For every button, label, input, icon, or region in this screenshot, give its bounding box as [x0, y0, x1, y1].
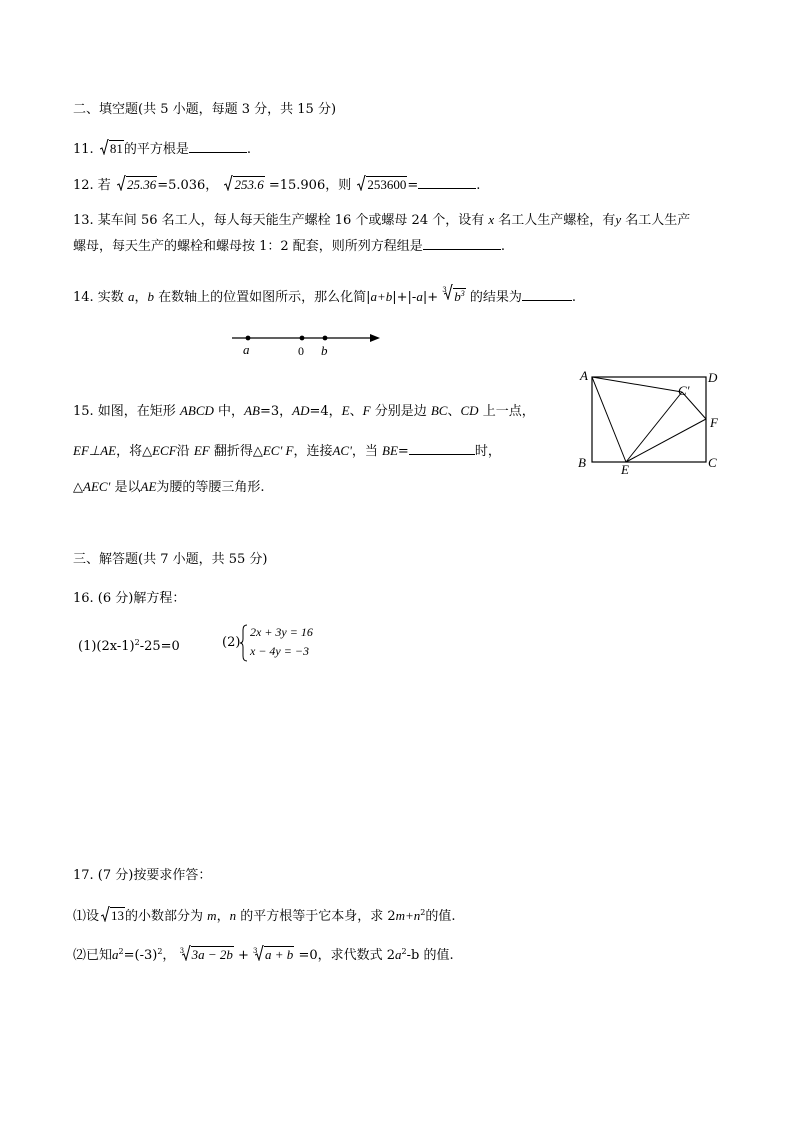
q15-answer-blank[interactable]	[409, 441, 475, 455]
radical-sign-icon	[117, 175, 126, 191]
arrow-right-icon	[370, 334, 380, 342]
q12-sqrt-2: 253.6	[224, 176, 264, 195]
question-12: 12. 若 25.36=5.036， 253.6 =15.906，则 253600= .	[73, 177, 481, 193]
label-D: D	[708, 370, 718, 385]
rectangle-figure	[572, 366, 732, 478]
label-C1: C′	[678, 383, 690, 398]
q12-sqrt-1: 25.36	[117, 176, 157, 195]
question-15-line-2: EF⊥AE，将△ECF沿 EF 翻折得△EC' F，连接AC'，当 BE= 时，	[73, 443, 501, 459]
question-11: 11. 81的平方根是 .	[73, 141, 251, 157]
question-13-line-1: 13. 某车间 56 名工人，每人每天能生产螺栓 16 个或螺母 24 个，设有 x 名工人生产螺栓，有y 名工人生产	[73, 212, 691, 228]
segment-ef	[626, 419, 706, 462]
segment-ec1	[626, 392, 682, 462]
segment-ac1	[592, 377, 682, 392]
q17-part-2: ⑵已知$a^2=(-3)^2$， 3 3a − 2b + 3 a + b =0，求代数式 $2a^2-b$ 的值.	[73, 947, 454, 963]
radical-sign-icon	[444, 284, 453, 300]
question-17-title: 17. (7 分)按要求作答：	[73, 868, 212, 883]
label-A: A	[580, 368, 588, 383]
question-15-line-1: 15. 如图，在矩形 ABCD 中，AB=3，AD=4，E、F 分别是边 BC、CD 上一点，	[73, 403, 535, 419]
q12-answer-blank[interactable]	[418, 175, 476, 189]
label-zero: 0	[298, 344, 304, 358]
q17-part-1: ⑴设 13的小数部分为 m，n 的平方根等于它本身，求 $2m+n^2$的值.	[73, 908, 456, 924]
q13-answer-blank[interactable]	[423, 236, 501, 250]
q12-sqrt-3: 253600	[357, 176, 407, 195]
left-brace-icon	[240, 624, 248, 662]
question-15-line-3: △AEC' 是以AE为腰的等腰三角形.	[73, 479, 265, 495]
point-zero	[300, 336, 305, 341]
q14-answer-blank[interactable]	[522, 287, 572, 301]
label-b: b	[321, 343, 328, 358]
question-13-line-2: 螺母，每天生产的螺栓和螺母按 1：2 配套，则所列方程组是 .	[73, 236, 505, 256]
question-14: 14. 实数 a，b 在数轴上的位置如图所示，那么化简|a+b|+|-a|+ 3 $b^3$ 的结果为 .	[73, 286, 577, 305]
radical-sign-icon	[182, 945, 191, 961]
q16-equation-1: 2x + 3y = 16	[250, 625, 313, 639]
q11-sqrt: 81	[100, 140, 124, 159]
q11-number: 11.	[73, 142, 94, 157]
question-16-title: 16. (6 分)解方程：	[73, 591, 186, 606]
label-B: B	[578, 455, 586, 470]
label-a: a	[243, 342, 250, 357]
label-F: F	[710, 415, 718, 430]
q16-equation-2: x − 4y = −3	[250, 644, 309, 658]
radical-sign-icon	[255, 945, 264, 961]
q17-cube-root-2: 3 a + b	[253, 947, 294, 962]
q14-cube-root: 3 $b^3$	[442, 286, 465, 304]
radical-sign-icon	[357, 175, 366, 191]
point-a	[246, 336, 251, 341]
radical-sign-icon	[101, 906, 110, 922]
q16-part-2-label: (2)	[222, 635, 241, 650]
section-3-heading: 三、解答题(共 7 小题，共 55 分)	[73, 552, 268, 567]
q11-answer-blank[interactable]	[189, 139, 247, 153]
point-b	[323, 336, 328, 341]
radical-sign-icon	[100, 139, 109, 155]
q17-sqrt-13: 13	[101, 907, 125, 926]
label-E: E	[621, 462, 629, 477]
q16-part-1: $(1)(2x-1)^2-25=0$	[78, 638, 180, 654]
label-C: C	[708, 455, 717, 470]
number-line-figure	[226, 328, 386, 360]
radical-sign-icon	[224, 175, 233, 191]
section-2-heading: 二、填空题(共 5 小题，每题 3 分，共 15 分)	[73, 102, 337, 117]
segment-ae	[592, 377, 626, 462]
q17-cube-root-1: 3 3a − 2b	[179, 947, 233, 962]
